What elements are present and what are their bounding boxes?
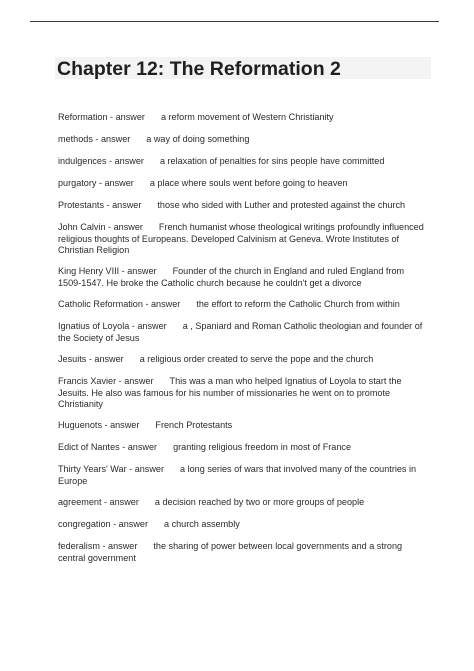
entry-definition: a decision reached by two or more groups of people xyxy=(154,497,365,507)
entry-term: Catholic Reformation - answer xyxy=(58,299,181,309)
entry-term: King Henry VIII - answer xyxy=(58,266,157,276)
entry-term: Reformation - answer xyxy=(58,112,145,122)
entry-definition: a , Spaniard and Roman Catholic theologian and founder of the Society of Jesus xyxy=(58,321,423,343)
entry-term: John Calvin - answer xyxy=(58,222,143,232)
entry-term: Thirty Years' War - answer xyxy=(58,464,165,474)
entry-term: agreement - answer xyxy=(58,497,139,507)
entry-definition: This was a man who helped Ignatius of Loyola to start the Jesuits. He also was famous for his number of missionaries he went on to promote Christianity xyxy=(58,376,402,409)
glossary-entry-catholic-reformation xyxy=(58,299,428,311)
top-divider xyxy=(30,21,439,22)
glossary-entry-ignatius-of-loyola xyxy=(58,321,428,344)
glossary-entry-reformation xyxy=(58,112,428,124)
entry-definition: a relaxation of penalties for sins people have committed xyxy=(159,156,385,166)
entry-definition: French humanist whose theological writings profoundly influenced religious thoughts of Europeans. Developed Calvinism at Geneva. Wrote Institutes of Christian Religion xyxy=(58,222,424,255)
glossary-entry-purgatory xyxy=(58,178,428,190)
entry-term: methods - answer xyxy=(58,134,131,144)
glossary-entry-edict-of-nantes xyxy=(58,442,428,454)
entry-definition: a long series of wars that involved many of the countries in Europe xyxy=(58,464,417,486)
entry-definition: the effort to reform the Catholic Church from within xyxy=(196,299,400,309)
entry-term: Protestants - answer xyxy=(58,200,142,210)
glossary-entry-congregation xyxy=(58,519,428,531)
glossary-entry-jesuits xyxy=(58,354,428,366)
entry-definition: Founder of the church in England and ruled England from 1509-1547. He broke the Catholic church because he couldn't get a divorce xyxy=(58,266,405,288)
entry-term: purgatory - answer xyxy=(58,178,134,188)
glossary-entry-king-henry-viii xyxy=(58,266,428,289)
glossary-entry-federalism xyxy=(58,541,428,564)
entry-term: federalism - answer xyxy=(58,541,138,551)
entry-definition: granting religious freedom in most of France xyxy=(173,442,351,452)
entry-term: Francis Xavier - answer xyxy=(58,376,154,386)
entry-term: Huguenots - answer xyxy=(58,420,140,430)
entry-definition: those who sided with Luther and protested against the church xyxy=(157,200,406,210)
entry-definition: a way of doing something xyxy=(146,134,250,144)
glossary-entry-agreement xyxy=(58,497,428,509)
entry-definition: a church assembly xyxy=(163,519,240,529)
entry-term: Ignatius of Loyola - answer xyxy=(58,321,167,331)
entry-definition: a religious order created to serve the pope and the church xyxy=(139,354,374,364)
entry-definition: a place where souls went before going to heaven xyxy=(149,178,348,188)
glossary-entry-indulgences xyxy=(58,156,428,168)
glossary-entry-john-calvin xyxy=(58,222,428,257)
entry-definition: a reform movement of Western Christianity xyxy=(160,112,334,122)
glossary-entry-francis-xavier xyxy=(58,376,428,411)
glossary-entry-methods xyxy=(58,134,428,146)
entry-term: indulgences - answer xyxy=(58,156,144,166)
glossary-entry-huguenots xyxy=(58,420,428,432)
entry-term: Jesuits - answer xyxy=(58,354,124,364)
entry-definition: the sharing of power between local governments and a strong central government xyxy=(58,541,403,563)
entry-term: congregation - answer xyxy=(58,519,148,529)
glossary-entry-thirty-years-war xyxy=(58,464,428,487)
entry-definition: French Protestants xyxy=(155,420,233,430)
glossary-entry-protestants xyxy=(58,200,428,212)
entry-term: Edict of Nantes - answer xyxy=(58,442,158,452)
page-title: Chapter 12: The Reformation 2 xyxy=(57,58,341,80)
